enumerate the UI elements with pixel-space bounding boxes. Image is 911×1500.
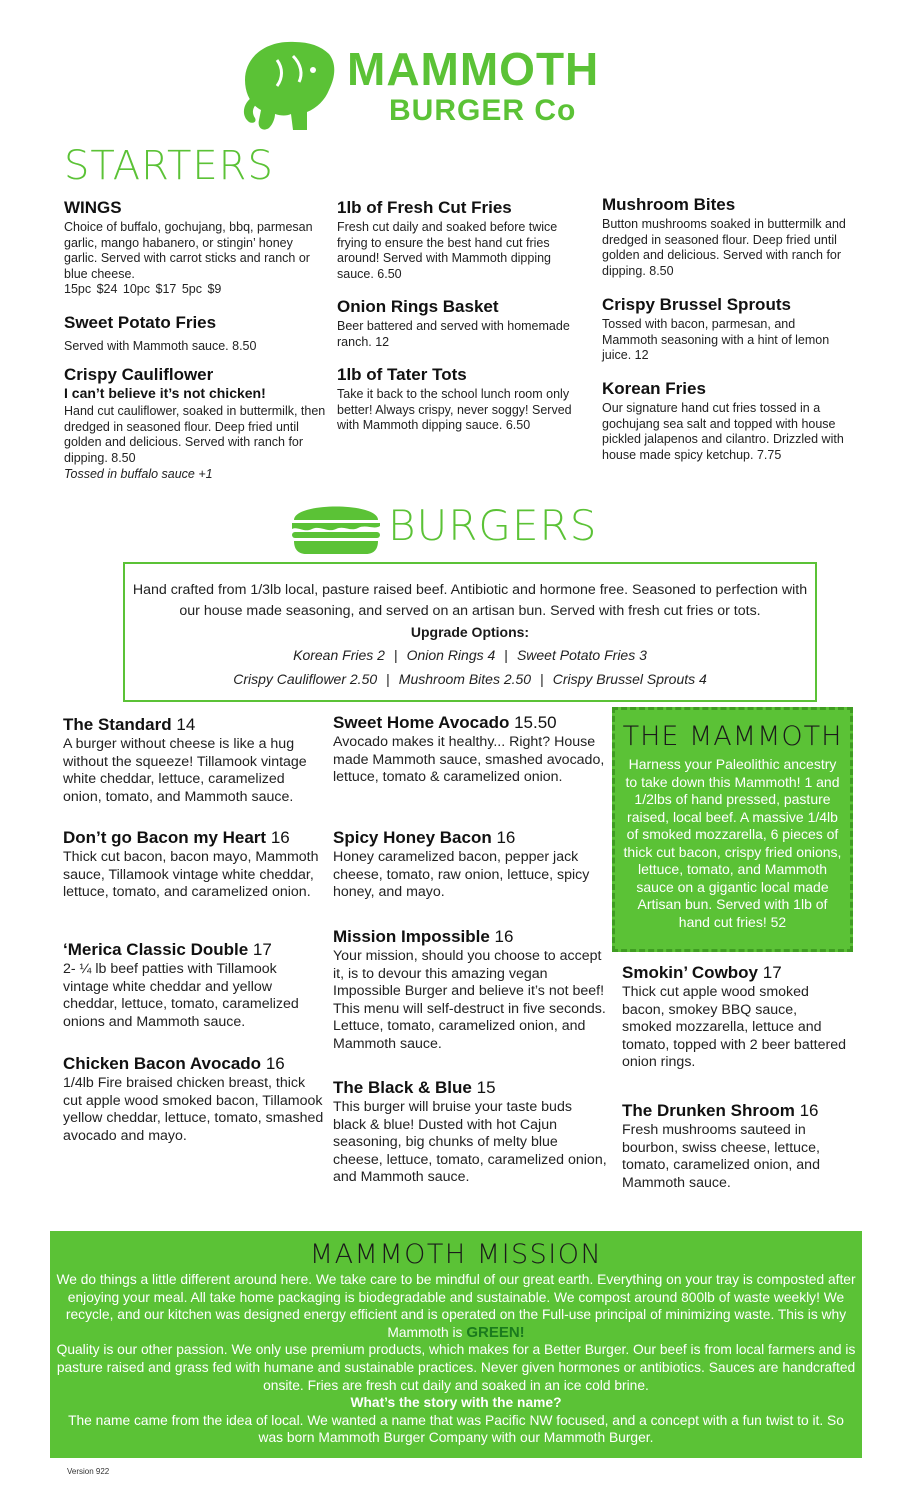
item-title: Sweet Home Avocado xyxy=(333,713,510,732)
menu-item-crispy-cauliflower xyxy=(64,365,326,483)
separator: | xyxy=(504,647,508,663)
mission-paragraph-3: The name came from the idea of local. We wanted a name that was Pacific NW focused, and a concept with a fun twist to it. So was born Mammoth Burger Company with our Mammoth Burger. xyxy=(68,1412,844,1446)
burger-mission-impossible xyxy=(333,927,608,1053)
brand-subtitle: BURGER Co xyxy=(389,94,577,127)
separator: | xyxy=(386,671,390,687)
mission-paragraph-1 xyxy=(50,1271,862,1341)
item-name: Sweet Potato Fries xyxy=(64,313,217,332)
burger-icon xyxy=(288,496,384,556)
item-price: 15.50 xyxy=(514,713,557,732)
item-name: Onion Rings Basket xyxy=(337,297,499,316)
item-name: Crispy Brussel Sprouts xyxy=(602,295,791,314)
item-desc: A burger without cheese is like a hug without the squeeze! Tillamook vintage white cheddar, lettuce, caramelized onion, tomato, and Mammoth sauce. xyxy=(63,736,307,805)
burger-merica-classic-double xyxy=(63,940,325,1031)
upgrade-option: Crispy Cauliflower 2.50 xyxy=(233,671,378,687)
item-name: 1lb of Fresh Cut Fries xyxy=(337,198,512,217)
item-desc: 1/4lb Fire braised chicken breast, thick cut apple wood smoked bacon, Tillamook yellow cheddar, lettuce, tomato, smashed avocado and mayo. xyxy=(63,1075,324,1144)
item-desc: Fresh mushrooms sauteed in bourbon, swiss cheese, lettuce, tomato, caramelized onion, and Mammoth sauce. xyxy=(622,1122,820,1191)
item-name xyxy=(333,927,608,947)
brand-name: MAMMOTH xyxy=(347,43,600,95)
burger-spicy-honey-bacon xyxy=(333,828,608,902)
logo xyxy=(237,38,627,138)
item-desc: Thick cut bacon, bacon mayo, Mammoth sauce, Tillamook vintage white cheddar, lettuce, tomato, and caramelized onion. xyxy=(63,849,319,900)
item-desc: Hand cut cauliflower, soaked in buttermilk, then dredged in seasoned flour. Deep fried until golden and delicious. Served with ranch for dipping. 8.50 xyxy=(64,404,326,465)
item-title: Don’t go Bacon my Heart xyxy=(63,828,267,847)
item-name xyxy=(63,715,325,735)
menu-item-wings xyxy=(64,198,326,298)
menu-item-korean-fries xyxy=(602,379,850,463)
item-desc: Your mission, should you choose to accept it, is to devour this amazing vegan Impossible Burger and believe it’s not beef! This menu will self-destruct in five seconds. Lettuce, tomato, caramelized onion, and Mammoth sauce. xyxy=(333,948,606,1052)
upgrade-option: Sweet Potato Fries 3 xyxy=(516,647,647,663)
upgrade-option: Mushroom Bites 2.50 xyxy=(398,671,532,687)
item-price: 17 xyxy=(762,963,782,982)
item-desc: Take it back to the school lunch room only better! Always crispy, never soggy! Served with Mammoth dipping sauce. 6.50 xyxy=(337,387,572,432)
item-price: 14 xyxy=(176,715,196,734)
mission-title: MAMMOTH MISSION xyxy=(309,1239,603,1270)
item-name xyxy=(622,963,847,983)
item-title: Spicy Honey Bacon xyxy=(333,828,492,847)
item-price: 15 xyxy=(476,1078,496,1097)
item-name xyxy=(63,828,325,848)
item-name xyxy=(333,828,608,848)
item-name xyxy=(333,1078,608,1098)
item-desc: This burger will bruise your taste buds black & blue! Dusted with hot Cajun seasoning, big chunks of melty blue cheese, lettuce, tomato, caramelized onion, and Mammoth sauce. xyxy=(333,1099,607,1185)
item-desc: Fresh cut daily and soaked before twice frying to ensure the best hand cut fries around! Served with Mammoth dipping sauce. 6.50 xyxy=(337,220,558,281)
feature-title: THE MAMMOTH xyxy=(622,721,843,752)
mission-question: What’s the story with the name? xyxy=(350,1395,562,1411)
item-desc: Beer battered and served with homemade ranch. 12 xyxy=(337,319,570,349)
mammoth-icon xyxy=(237,38,343,134)
burgers-intro-box xyxy=(123,562,817,702)
item-name xyxy=(622,1101,847,1121)
item-desc: Served with Mammoth sauce. 8.50 xyxy=(64,339,257,353)
item-name xyxy=(63,1054,325,1074)
menu-item-onion-rings xyxy=(337,297,582,350)
menu-item-fresh-cut-fries xyxy=(337,198,582,282)
mission-green-word: GREEN! xyxy=(466,1323,525,1341)
item-title: Mission Impossible xyxy=(333,927,490,946)
separator: | xyxy=(540,671,544,687)
burger-smokin-cowboy xyxy=(622,963,847,1072)
burgers-intro-text: Hand crafted from 1/3lb local, pasture raised beef. Antibiotic and hormone free. Seasoned to perfection with our house made seasoning, and served on an artisan bun. Served with fresh cut fries or tots. xyxy=(132,582,808,619)
item-desc: Honey caramelized bacon, pepper jack cheese, tomato, raw onion, lettuce, spicy honey, and mayo. xyxy=(333,849,590,900)
item-desc: Avocado makes it healthy... Right? House made Mammoth sauce, smashed avocado, lettuce, tomato & caramelized onion. xyxy=(333,734,605,785)
separator: | xyxy=(393,647,398,663)
item-title: Chicken Bacon Avocado xyxy=(63,1054,262,1073)
menu-item-sweet-potato-fries xyxy=(64,313,326,355)
upgrade-options-title: Upgrade Options: xyxy=(410,624,530,640)
item-price: 16 xyxy=(494,927,514,946)
menu-item-mushroom-bites xyxy=(602,195,850,279)
item-desc: Button mushrooms soaked in buttermilk and dredged in seasoned flour. Deep fried until golden and delicious. Served with ranch for dipping. 8.50 xyxy=(602,217,846,278)
burger-dont-go-bacon xyxy=(63,828,325,902)
feature-desc: Harness your Paleolithic ancestry to take down this Mammoth! 1 and 1/2lbs of hand pressed, pasture raised, local beef. A massive 1/4lb of smoked mozzarella, 6 pieces of thick cut bacon, crispy fried onions, lettuce, tomato, and Mammoth sauce on a gigantic local made Artisan bun. Served with 1lb of hand cut fries! 52 xyxy=(623,756,842,930)
item-tagline: I can’t believe it’s not chicken! xyxy=(64,385,266,401)
item-title: ‘Merica Classic Double xyxy=(63,940,249,959)
mission-paragraph-2: Quality is our other passion. We only use premium products, which makes for a Better Burger. Our beef is from local farmers and is pasture raised and grass fed with humane and sustainable practices. Never given hormones or antibiotics. Sauces are handcrafted onsite. Fries are fresh cut daily and soaked in an ice cold brine. xyxy=(56,1342,856,1393)
item-name: Crispy Cauliflower xyxy=(64,365,214,384)
menu-item-brussel-sprouts xyxy=(602,295,850,364)
item-prices: 15pc $24 10pc $17 5pc $9 xyxy=(64,282,222,296)
item-desc: Tossed with bacon, parmesan, and Mammoth seasoning with a hint of lemon juice. 12 xyxy=(602,317,830,362)
the-mammoth-feature xyxy=(612,707,853,952)
burger-sweet-home-avocado xyxy=(333,713,608,787)
item-price: 16 xyxy=(799,1101,819,1120)
item-name: Korean Fries xyxy=(602,379,706,398)
item-title: The Drunken Shroom xyxy=(622,1101,795,1120)
burger-the-standard xyxy=(63,715,325,806)
mammoth-mission-panel xyxy=(50,1231,862,1458)
item-name: Mushroom Bites xyxy=(602,195,736,214)
starters-heading: STARTERS xyxy=(64,143,274,189)
item-price: 16 xyxy=(265,1054,285,1073)
burger-black-and-blue xyxy=(333,1078,608,1187)
item-title: Smokin’ Cowboy xyxy=(622,963,759,982)
item-name xyxy=(63,940,325,960)
item-price: 17 xyxy=(252,940,272,959)
burger-drunken-shroom xyxy=(622,1101,847,1192)
burger-chicken-bacon-avocado xyxy=(63,1054,325,1145)
item-title: The Standard xyxy=(63,715,172,734)
upgrade-options-row-1 xyxy=(125,643,815,667)
menu-item-tater-tots xyxy=(337,365,582,434)
item-name xyxy=(333,713,608,733)
upgrade-option: Onion Rings 4 xyxy=(406,647,496,663)
item-desc: Thick cut apple wood smoked bacon, smokey BBQ sauce, smoked mozzarella, lettuce and tomato, topped with 2 beer battered onion rings. xyxy=(622,984,846,1070)
upgrade-option: Korean Fries 2 xyxy=(293,647,385,663)
upgrade-option: Crispy Brussel Sprouts 4 xyxy=(552,671,707,687)
burgers-heading: BURGERS xyxy=(388,501,598,550)
item-name: WINGS xyxy=(64,198,122,217)
item-note: Tossed in buffalo sauce +1 xyxy=(64,467,213,481)
mission-text: We do things a little different around here. We take care to be mindful of our great earth. Everything on your tray is composted after enjoying your meal. All take home packaging is biodegradable and sustainable. We compost around 800lb of waste weekly! We recycle, and our kitchen was designed energy efficient and is operated on the Full-use principal of minimizing waste. This is why Mammoth is xyxy=(56,1272,856,1340)
upgrade-options-row-2 xyxy=(125,667,815,691)
item-desc: 2- ¼ lb beef patties with Tillamook vintage white cheddar and yellow cheddar, lettuce, tomato, caramelized onions and Mammoth sauce. xyxy=(63,961,299,1030)
item-price: 16 xyxy=(270,828,290,847)
item-title: The Black & Blue xyxy=(333,1078,472,1097)
item-price: 16 xyxy=(496,828,516,847)
item-desc: Our signature hand cut fries tossed in a gochujang sea salt and topped with house pickled jalapenos and cilantro. Drizzled with house made spicy ketchup. 7.75 xyxy=(602,401,844,462)
version-label: Version 922 xyxy=(67,1467,110,1476)
item-desc: Choice of buffalo, gochujang, bbq, parmesan garlic, mango habanero, or stingin’ honey garlic. Served with carrot sticks and ranch or blue cheese. xyxy=(64,220,313,281)
item-name: 1lb of Tater Tots xyxy=(337,365,467,384)
